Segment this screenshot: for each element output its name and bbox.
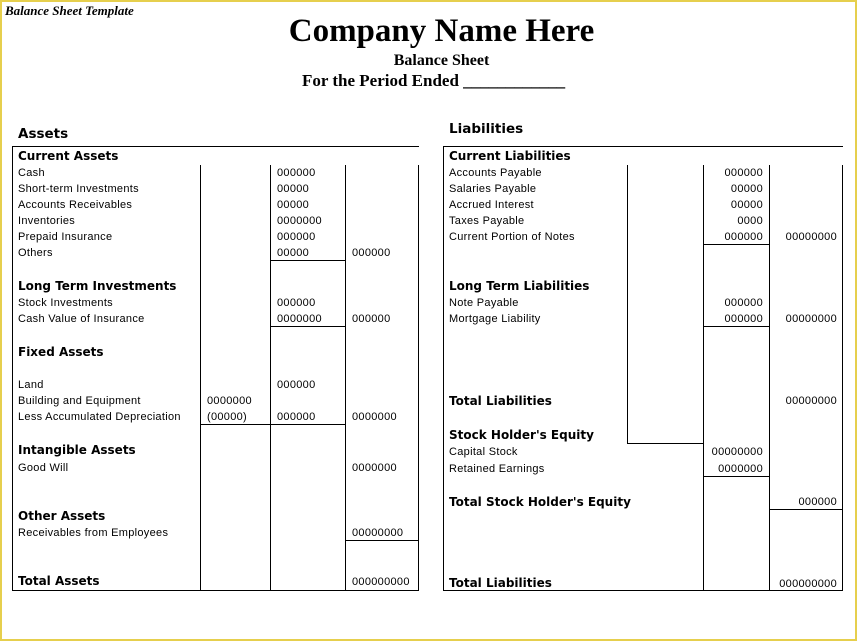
- fixed-assets-heading: Fixed Assets: [18, 345, 104, 359]
- asset-label: Stock Investments: [18, 297, 113, 309]
- liabilities-subtotal-rule: [703, 326, 770, 327]
- liabilities-subtotal-rule: [627, 443, 704, 444]
- assets-bottom-border: [12, 590, 419, 591]
- liability-value: 000000: [724, 313, 763, 325]
- asset-value: 0000000: [277, 215, 322, 227]
- assets-heading: Assets: [18, 126, 69, 142]
- asset-label: Less Accumulated Depreciation: [18, 411, 181, 423]
- asset-value: 00000: [277, 199, 310, 211]
- assets-subtotal-rule: [200, 424, 346, 425]
- template-label: Balance Sheet Template: [5, 3, 134, 18]
- asset-label: Cash Value of Insurance: [18, 313, 145, 325]
- grand-total-value: 000000000: [779, 578, 837, 590]
- liabilities-col-divider-3: [769, 165, 770, 591]
- liability-label: Salaries Payable: [449, 183, 537, 195]
- asset-sub-value: (00000): [207, 411, 248, 423]
- other-assets-heading: Other Assets: [18, 509, 106, 523]
- grand-total-label: Total Liabilities: [449, 576, 552, 590]
- asset-label: Building and Equipment: [18, 395, 141, 407]
- liabilities-heading: Liabilities: [449, 121, 524, 137]
- equity-label: Retained Earnings: [449, 463, 545, 475]
- asset-total: 00000000: [352, 527, 404, 539]
- asset-value: 000000: [277, 411, 316, 423]
- liability-value: 00000: [730, 199, 763, 211]
- asset-label: Receivables from Employees: [18, 527, 169, 539]
- assets-subtotal-rule: [345, 540, 419, 541]
- liability-label: Accounts Payable: [449, 167, 542, 179]
- assets-subtotal-rule: [270, 326, 346, 327]
- asset-value: 00000: [277, 183, 310, 195]
- assets-right-border: [418, 165, 419, 591]
- liability-value: 0000: [737, 215, 763, 227]
- current-liabilities-heading: Current Liabilities: [449, 149, 571, 163]
- equity-value: 00000000: [711, 446, 763, 458]
- asset-total: 0000000: [352, 411, 397, 423]
- liability-label: Taxes Payable: [449, 215, 525, 227]
- liabilities-left-border: [443, 146, 444, 591]
- long-term-liabilities-heading: Long Term Liabilities: [449, 279, 590, 293]
- asset-label: Inventories: [18, 215, 76, 227]
- assets-left-border: [12, 146, 13, 591]
- liability-value: 000000: [724, 167, 763, 179]
- period-line: For the Period Ended ____________: [302, 71, 566, 90]
- liability-value: 000000: [724, 297, 763, 309]
- asset-label: Prepaid Insurance: [18, 231, 113, 243]
- asset-value: 000000: [277, 231, 316, 243]
- asset-value: 000000: [277, 167, 316, 179]
- asset-sub-value: 0000000: [207, 395, 252, 407]
- asset-label: Accounts Receivables: [18, 199, 133, 211]
- asset-value: 0000000: [277, 313, 322, 325]
- company-name: Company Name Here: [288, 13, 595, 49]
- liabilities-rule: [443, 146, 843, 147]
- total-liabilities-label: Total Liabilities: [449, 394, 552, 408]
- asset-value: 000000: [277, 379, 316, 391]
- asset-total: 0000000: [352, 462, 397, 474]
- liability-label: Accrued Interest: [449, 199, 534, 211]
- liabilities-subtotal-rule: [703, 476, 770, 477]
- document-title: Balance Sheet: [393, 52, 490, 69]
- assets-col-divider-2: [270, 165, 271, 591]
- liability-total: 00000000: [785, 313, 837, 325]
- total-assets-label: Total Assets: [18, 574, 100, 588]
- asset-value: 000000: [277, 297, 316, 309]
- equity-heading: Stock Holder's Equity: [449, 428, 594, 442]
- liabilities-subtotal-rule: [769, 509, 843, 510]
- asset-label: Good Will: [18, 462, 69, 474]
- assets-rule: [12, 146, 419, 147]
- total-liabilities-value: 00000000: [785, 395, 837, 407]
- asset-value: 00000: [277, 247, 310, 259]
- assets-subtotal-rule: [270, 260, 346, 261]
- total-equity-label: Total Stock Holder's Equity: [449, 495, 631, 509]
- liabilities-subtotal-rule: [703, 244, 770, 245]
- current-assets-heading: Current Assets: [18, 149, 119, 163]
- total-assets-value: 000000000: [352, 576, 410, 588]
- liabilities-right-border: [842, 165, 843, 591]
- assets-col-divider-1: [200, 165, 201, 591]
- asset-label: Cash: [18, 167, 45, 179]
- liabilities-col-divider-1: [627, 165, 628, 444]
- liability-value: 00000: [730, 183, 763, 195]
- asset-label: Land: [18, 379, 44, 391]
- asset-total: 000000: [352, 313, 391, 325]
- asset-label: Short-term Investments: [18, 183, 139, 195]
- liability-value: 000000: [724, 231, 763, 243]
- asset-total: 000000: [352, 247, 391, 259]
- asset-label: Others: [18, 247, 53, 259]
- assets-col-divider-3: [345, 165, 346, 591]
- liability-label: Mortgage Liability: [449, 313, 541, 325]
- liability-label: Note Payable: [449, 297, 519, 309]
- equity-label: Capital Stock: [449, 446, 518, 458]
- long-term-investments-heading: Long Term Investments: [18, 279, 177, 293]
- equity-value: 0000000: [718, 463, 763, 475]
- total-equity-value: 000000: [798, 496, 837, 508]
- liability-total: 00000000: [785, 231, 837, 243]
- liability-label: Current Portion of Notes: [449, 231, 575, 243]
- intangible-assets-heading: Intangible Assets: [18, 443, 136, 457]
- liabilities-col-divider-2: [703, 165, 704, 591]
